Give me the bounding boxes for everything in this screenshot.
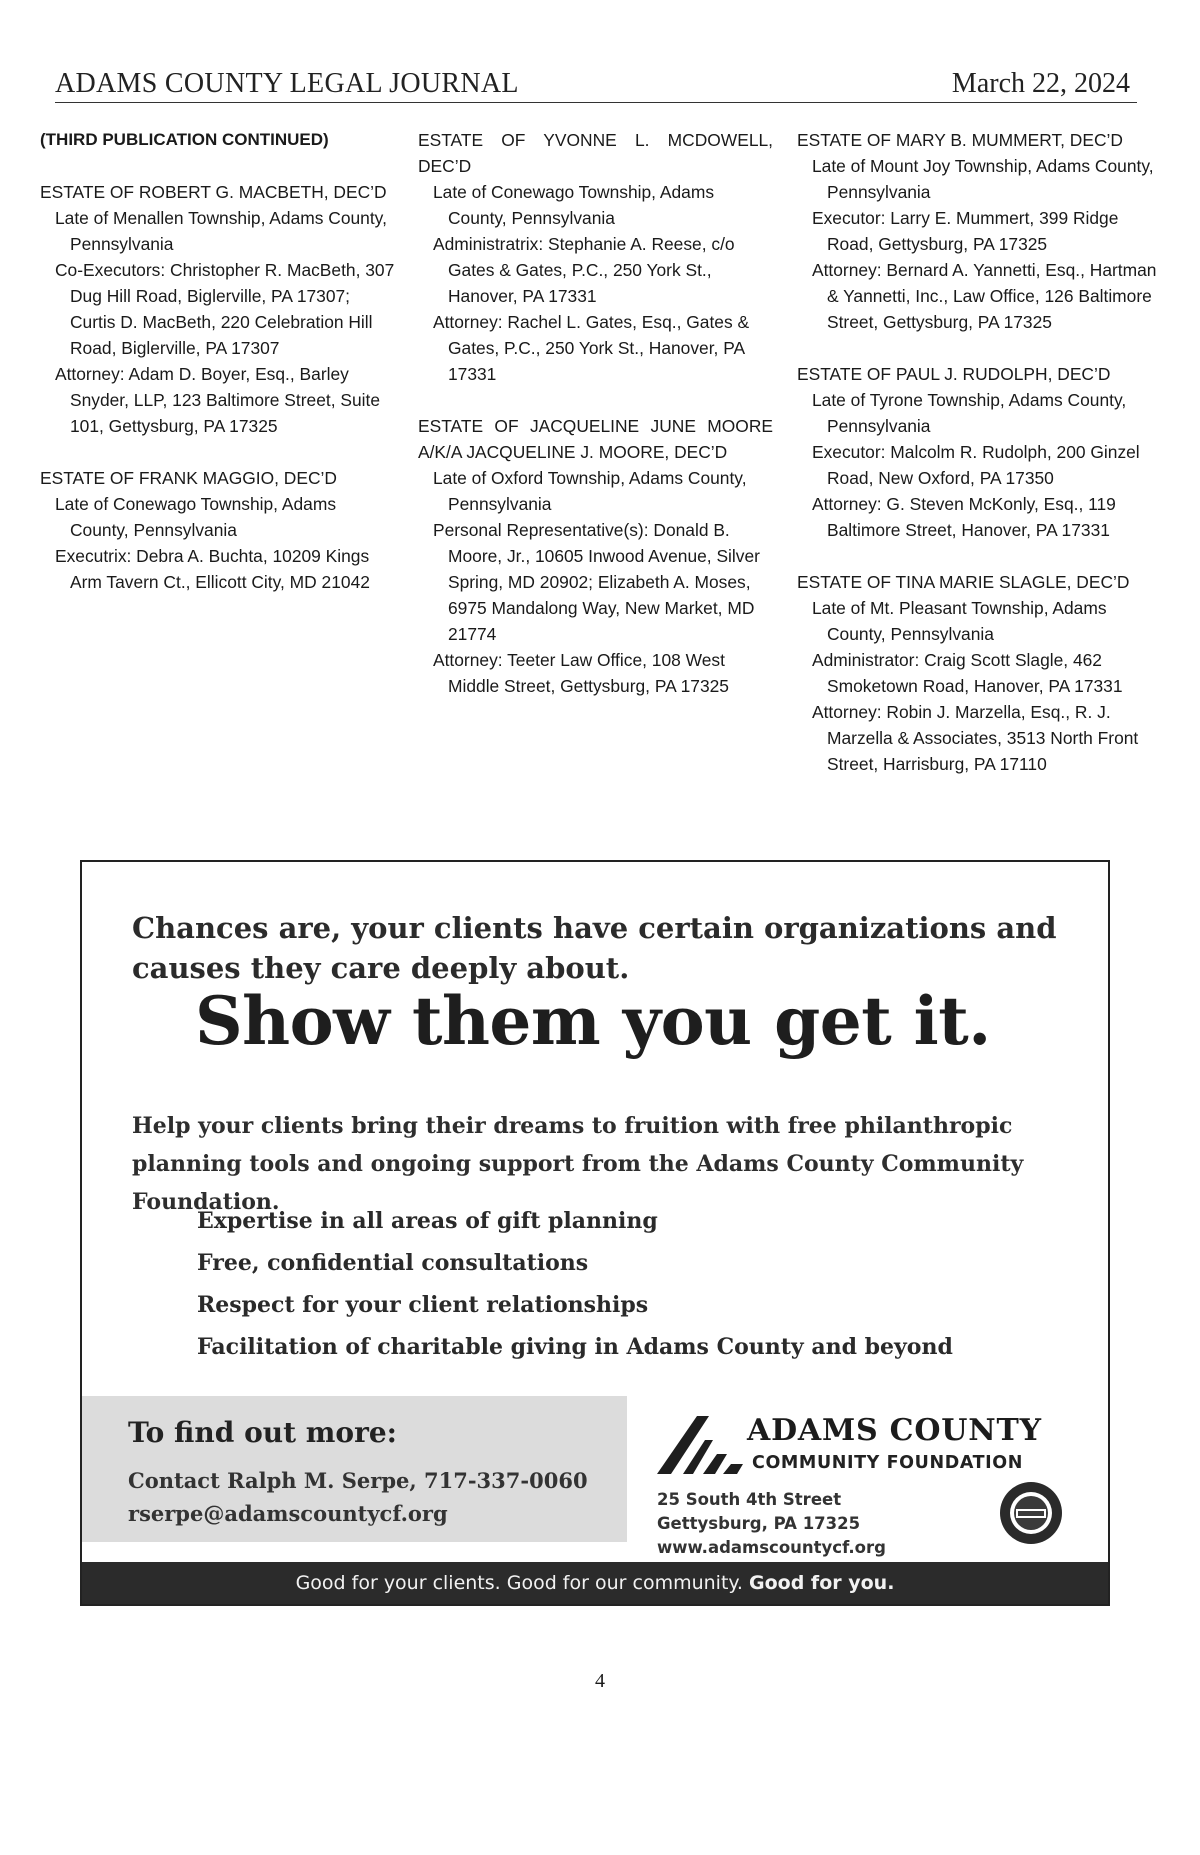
column-3 [797, 127, 1157, 803]
benefit-item: Free, confidential consultations [197, 1250, 589, 1276]
estate-line: Late of Tyrone Township, Adams County, Pennsylvania [812, 390, 1127, 436]
column-1 [40, 127, 395, 621]
ad-headline: Show them you get it. [195, 982, 991, 1060]
org-website[interactable]: www.adamscountycf.org [657, 1538, 886, 1557]
estate-line: Administratrix: Stephanie A. Reese, c/o Gates & Gates, P.C., 250 York St., Hanover, PA 17331 [433, 234, 735, 306]
estate-line: Personal Representative(s): Donald B. Moore, Jr., 10605 Inwood Avenue, Silver Spring, MD 20902; Elizabeth A. Moses, 6975 Mandalong Way, New Market, MD 21774 [433, 520, 760, 644]
ad-help-text: Help your clients bring their dreams to fruition with free philanthropic planning tools and ongoing support from the Adams County Community Foundation. [132, 1113, 1024, 1215]
journal-header [55, 68, 1137, 103]
estate-title: ESTATE OF FRANK MAGGIO, DEC’D [40, 468, 337, 488]
tagline-part: Good for your clients. Good for our community. [295, 1572, 743, 1594]
estate-notice [797, 569, 1157, 777]
estate-line: Executor: Malcolm R. Rudolph, 200 Ginzel Road, New Oxford, PA 17350 [812, 442, 1140, 488]
estate-line: Attorney: Teeter Law Office, 108 West Middle Street, Gettysburg, PA 17325 [433, 650, 729, 696]
org-address [657, 1488, 886, 1560]
estate-title: ESTATE OF MARY B. MUMMERT, DEC’D [797, 130, 1123, 150]
estate-title: ESTATE OF ROBERT G. MACBETH, DEC’D [40, 182, 387, 202]
address-city: Gettysburg, PA 17325 [657, 1514, 861, 1533]
estate-line: Late of Conewago Township, Adams County, Pennsylvania [433, 182, 715, 228]
contact-info [128, 1464, 588, 1530]
column-2 [418, 127, 773, 725]
benefit-item: Facilitation of charitable giving in Adams County and beyond [197, 1334, 953, 1360]
estate-title: ESTATE OF PAUL J. RUDOLPH, DEC’D [797, 364, 1111, 384]
ad-intro: Chances are, your clients have certain organizations and causes they care deeply about. [132, 911, 1057, 985]
estate-title: ESTATE OF YVONNE L. MCDOWELL, DEC’D [418, 130, 773, 176]
estate-line: Attorney: Rachel L. Gates, Esq., Gates & Gates, P.C., 250 York St., Hanover, PA 17331 [433, 312, 750, 384]
org-subtitle: COMMUNITY FOUNDATION [752, 1453, 1023, 1473]
estate-line: Executrix: Debra A. Buchta, 10209 Kings Arm Tavern Ct., Ellicott City, MD 21042 [55, 546, 370, 592]
estate-notice [40, 465, 395, 595]
issue-date: March 22, 2024 [951, 68, 1130, 99]
org-name: ADAMS COUNTY [747, 1413, 1042, 1448]
estate-title: ESTATE OF JACQUELINE JUNE MOORE A/K/A JACQUELINE J. MOORE, DEC’D [418, 416, 773, 462]
estate-line: Administrator: Craig Scott Slagle, 462 Smoketown Road, Hanover, PA 17331 [812, 650, 1123, 696]
estate-line: Late of Conewago Township, Adams County, Pennsylvania [55, 494, 337, 540]
estate-line: Late of Menallen Township, Adams County, Pennsylvania [55, 208, 387, 254]
community-seal-icon [998, 1480, 1064, 1546]
estate-line: Attorney: Robin J. Marzella, Esq., R. J. Marzella & Associates, 3513 North Front Street, Harrisburg, PA 17110 [812, 702, 1139, 774]
estate-line: Attorney: Adam D. Boyer, Esq., Barley Snyder, LLP, 123 Baltimore Street, Suite 101, Gettysburg, PA 17325 [55, 364, 380, 436]
estate-line: Late of Mount Joy Township, Adams County, Pennsylvania [812, 156, 1154, 202]
tagline-emphasis: Good for you. [749, 1572, 895, 1594]
benefit-item: Expertise in all areas of gift planning [197, 1208, 658, 1234]
contact-email[interactable]: rserpe@adamscountycf.org [128, 1501, 448, 1526]
foundation-advertisement [80, 860, 1110, 1606]
ad-footer-tagline [82, 1562, 1108, 1604]
estate-line: Co-Executors: Christopher R. MacBeth, 307 Dug Hill Road, Biglerville, PA 17307; Curtis D. MacBeth, 220 Celebration Hill Road, Biglerville, PA 17307 [55, 260, 395, 358]
estate-notice [40, 179, 395, 439]
estate-line: Late of Oxford Township, Adams County, Pennsylvania [433, 468, 747, 514]
contact-box [82, 1396, 627, 1542]
estate-line: Attorney: G. Steven McKonly, Esq., 119 Baltimore Street, Hanover, PA 17331 [812, 494, 1116, 540]
estate-notice [797, 127, 1157, 335]
benefit-item: Respect for your client relationships [197, 1292, 649, 1318]
estate-line: Attorney: Bernard A. Yannetti, Esq., Hartman & Yannetti, Inc., Law Office, 126 Baltimore Street, Gettysburg, PA 17325 [812, 260, 1157, 332]
address-street: 25 South 4th Street [657, 1490, 842, 1509]
estate-title: ESTATE OF TINA MARIE SLAGLE, DEC’D [797, 572, 1130, 592]
ad-benefits-list [197, 1200, 953, 1368]
estate-notice [418, 127, 773, 387]
journal-title: ADAMS COUNTY LEGAL JOURNAL [55, 68, 519, 99]
page-number: 4 [595, 1670, 605, 1692]
find-out-more: To find out more: [128, 1416, 398, 1449]
continued-label: (THIRD PUBLICATION CONTINUED) [40, 130, 329, 149]
foundation-logo-icon [657, 1410, 743, 1476]
estate-line: Late of Mt. Pleasant Township, Adams County, Pennsylvania [812, 598, 1107, 644]
estate-notice [797, 361, 1157, 543]
contact-phone: Contact Ralph M. Serpe, 717-337-0060 [128, 1468, 588, 1493]
estate-notice [418, 413, 773, 699]
estate-line: Executor: Larry E. Mummert, 399 Ridge Road, Gettysburg, PA 17325 [812, 208, 1119, 254]
